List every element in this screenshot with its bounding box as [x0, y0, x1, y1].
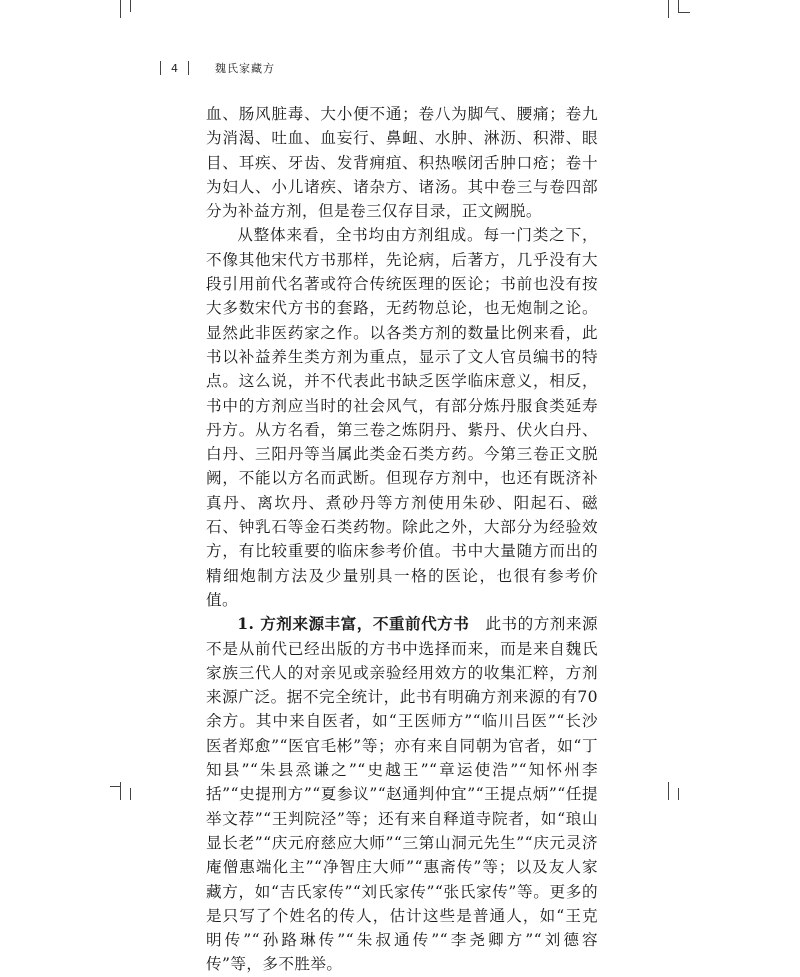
- crop-mark-bottom-left: [120, 782, 121, 800]
- page-number: 4: [171, 61, 178, 75]
- crop-mark-top-left-2: [130, 0, 131, 12]
- book-title: 魏氏家藏方: [215, 62, 275, 75]
- crop-mark-bottom-right-2: [678, 788, 679, 800]
- crop-mark-bottom-left-2: [130, 788, 131, 800]
- paragraph-2: 从整体来看，全书均由方剂组成。每一门类之下，不像其他宋代方书那样，先论病，后著方，几乎没有大段引用前代名著或符合传统医理的医论；书前也没有按大多数宋代方书的套路，无药物总论，也无炮制之论。显然此非医药家之作。以各类方剂的数量比例来看，此书以补益养生类方剂为重点，显示了文人官员编书的特点。这么说，并不代表此书缺乏医学临床意义，相反，书中的方剂应当时的社会风气，有部分炼丹服食类延寿丹方。从方名看，第三卷之炼阴丹、紫丹、伏火白丹、白丹、三阳丹等当属此类金石类方药。今第三卷正文脱阙，不能以方名而武断。但现存方剂中，也还有既济补真丹、离坎丹、煮砂丹等方剂使用朱砂、阳起石、磁石、钟乳石等金石类药物。除此之外，大部分为经验效方，有比较重要的临床参考价值。书中大量随方而出的精细炮制方法及少量别具一格的医论，也很有参考价值。: [206, 226, 598, 609]
- crop-mark-top-right-2: [678, 0, 679, 12]
- crop-mark-bottom-right: [668, 782, 669, 800]
- crop-mark-bottom-left-h: [110, 786, 120, 787]
- crop-mark-top-right-h: [678, 12, 690, 13]
- paragraph-3-text: 此书的方剂来源不是从前代已经出版的方书中选择而来，而是来自魏氏家族三代人的对亲见或亲验经用效方的收集汇粹，方剂来源广泛。据不完全统计，此书有明确方剂来源的有70余方。其中来自医者，如“王医师方”“临川吕医”“长沙医者郑愈”“医官毛彬”等；亦有来自同朝为官者，如“丁知县”“朱县烝谦之”“史越王”“章运使浩”“知怀州李括”“史提刑方”“夏参议”“赵通判仲宜”“王提点炳”“任提举文荐”“王判院泾”等；还有来自释道寺院者，如“琅山显长老”“庆元府慈应大师”“三第山洞元先生”“庆元灵济庵僧惠端化主”“净智庄大师”“惠斋传”等；以及友人家藏方，如“吉氏家传”“刘氏家传”“张氏家传”等。更多的是只写了个姓名的传人，估计这些是普通人，如“王克明传”“孙路琳传”“朱叔通传”“李尧卿方”“刘德容传”等，多不胜举。: [206, 615, 598, 974]
- running-head-rule-left: [160, 61, 161, 75]
- paragraph-1: 血、肠风脏毒、大小便不通；卷八为脚气、腰痛；卷九为消渴、吐血、血妄行、鼻衄、水肿、淋沥、积滞、眼目、耳疾、牙齿、发背痈疽、积热喉闭舌肿口疮；卷十为妇人、小儿诸疾、诸杂方、诸汤。其中卷三与卷四部分为补益方剂，但是卷三仅存目录，正文阙脱。: [206, 105, 598, 221]
- running-head-rule-right: [188, 61, 189, 75]
- body-text: [206, 102, 598, 977]
- crop-mark-top-left: [120, 0, 121, 18]
- section-heading: 1. 方剂来源丰富，不重前代方书: [237, 614, 470, 634]
- paragraph-3: [206, 612, 598, 976]
- crop-mark-top-right: [668, 0, 669, 18]
- heading-gap: [469, 615, 485, 633]
- running-head: [160, 60, 275, 76]
